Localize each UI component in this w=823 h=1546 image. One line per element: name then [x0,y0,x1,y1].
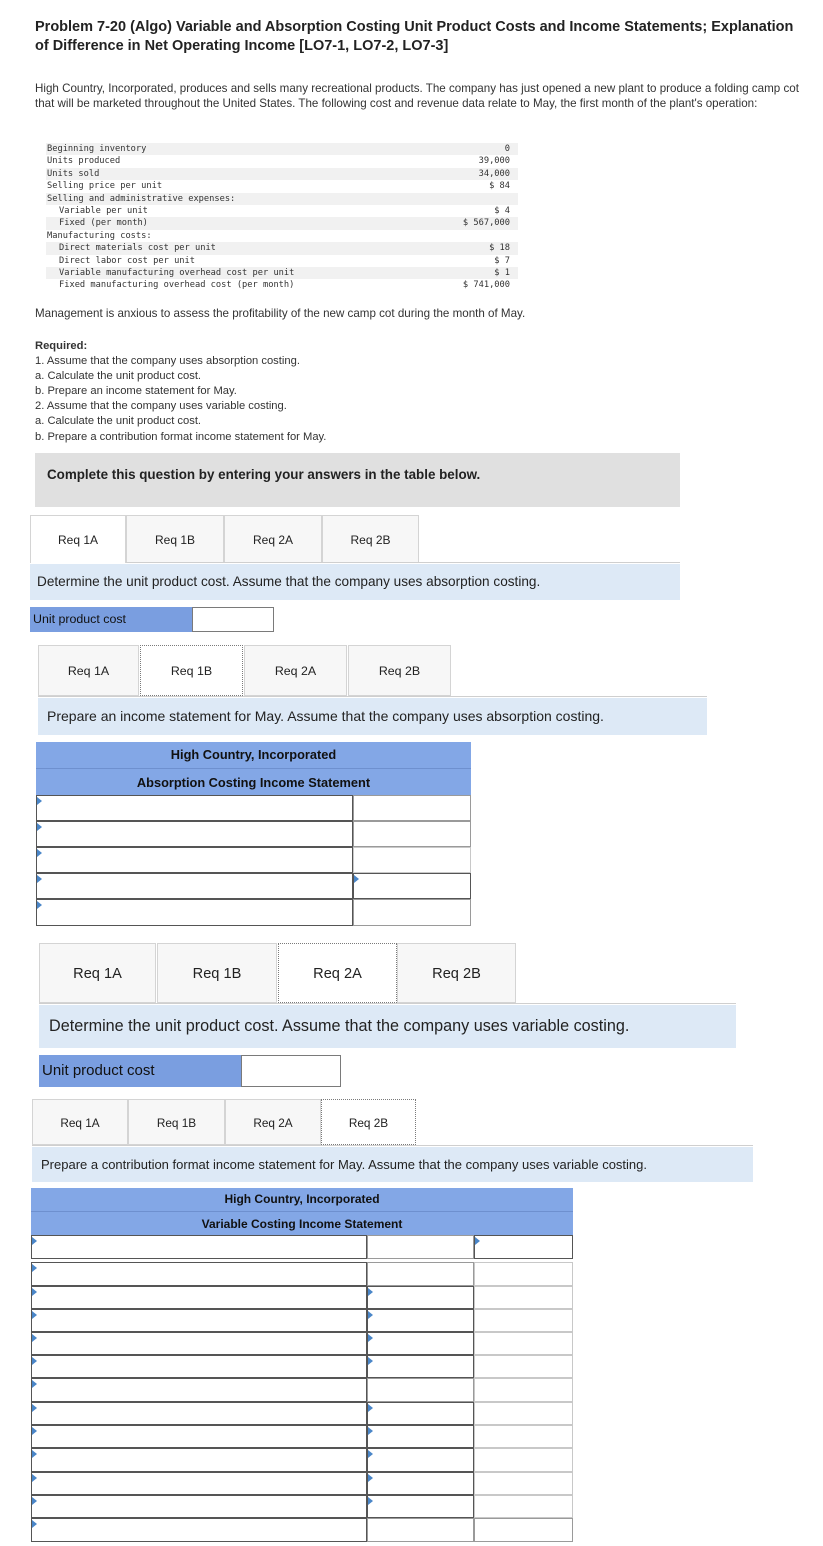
req2b-amount-input[interactable] [367,1448,474,1472]
req2b-total-cell [474,1448,573,1472]
req2b-amount-input[interactable] [367,1235,474,1259]
req2b-total-cell [474,1262,573,1286]
data-row: Beginning inventory 0 [46,143,518,155]
required-item: 2. Assume that the company uses variable costing. [35,400,287,413]
req1b-amount-input[interactable] [353,899,471,926]
tab-req-2a[interactable]: Req 2A [224,515,322,563]
req2b-label-input[interactable] [31,1378,367,1402]
req2b-total-cell [474,1355,573,1378]
tabs-divider [38,696,707,697]
tab-req-1a[interactable]: Req 1A [32,1099,128,1145]
required-item: a. Calculate the unit product cost. [35,415,202,428]
required-item: a. Calculate the unit product cost. [35,370,202,383]
data-row: Manufacturing costs: [47,230,152,241]
required-item: b. Prepare an income statement for May. [35,385,237,398]
req1b-label-input[interactable] [36,795,353,821]
req2b-amount-input[interactable] [367,1518,474,1542]
data-row: Variable manufacturing overhead cost per unit $ 1 [46,267,518,279]
tab-req-2a[interactable]: Req 2A [244,645,347,696]
req2b-label-input[interactable] [31,1235,367,1259]
data-row: Units produced 39,000 [47,156,510,167]
req2b-total-cell [474,1332,573,1355]
tabs-divider [32,1145,753,1146]
req2b-label-input[interactable] [31,1425,367,1448]
tabs-divider [39,1003,736,1004]
tab-req-2b[interactable]: Req 2B [348,645,451,696]
req2b-total-cell [474,1286,573,1309]
req2b-total-input[interactable] [474,1235,573,1259]
req2a-instruction: Determine the unit product cost. Assume that the company uses variable costing. [39,1005,736,1048]
req2b-amount-input[interactable] [367,1309,474,1332]
req1a-instruction: Determine the unit product cost. Assume that the company uses absorption costing. [30,564,680,600]
tabs-divider [126,562,680,563]
req2b-instruction: Prepare a contribution format income statement for May. Assume that the company uses variable costing. [32,1147,753,1182]
req2b-total-cell [474,1402,573,1425]
req2b-total-cell [474,1472,573,1495]
tab-req-1b[interactable]: Req 1B [140,645,243,696]
req2b-statement-title: Variable Costing Income Statement [31,1211,573,1235]
req1b-label-input[interactable] [36,873,353,899]
req2b-label-input[interactable] [31,1518,367,1542]
data-row: Selling and administrative expenses: [46,193,518,205]
req1b-company-name: High Country, Incorporated [36,742,471,768]
req2b-label-input[interactable] [31,1286,367,1309]
data-row: Units sold 34,000 [46,168,518,180]
req1b-instruction: Prepare an income statement for May. Assume that the company uses absorption costing. [38,698,707,735]
req2b-amount-input[interactable] [367,1402,474,1425]
data-row: Selling price per unit $ 84 [47,181,510,192]
req1b-amount-input[interactable] [353,795,471,821]
req2b-company-name: High Country, Incorporated [31,1188,573,1211]
complete-prompt-box [35,453,680,507]
req1b-amount-cell [353,847,471,873]
req2b-total-cell [474,1378,573,1402]
required-heading: Required: [35,340,88,352]
tab-req-1b[interactable]: Req 1B [126,515,224,563]
tab-req-2b[interactable]: Req 2B [397,943,516,1003]
tab-req-2a[interactable]: Req 2A [225,1099,321,1145]
req2b-label-input[interactable] [31,1472,367,1495]
req1b-amount-input[interactable] [353,873,471,899]
required-item: b. Prepare a contribution format income statement for May. [35,430,327,443]
req2b-label-input[interactable] [31,1402,367,1425]
tab-req-2a[interactable]: Req 2A [278,943,397,1003]
req1b-statement-title: Absorption Costing Income Statement [36,768,471,795]
req2b-label-input[interactable] [31,1355,367,1378]
req2b-label-input[interactable] [31,1448,367,1472]
req1b-label-input[interactable] [36,821,353,847]
data-row: Direct materials cost per unit $ 18 [46,242,518,254]
req2b-amount-input[interactable] [367,1378,474,1402]
data-row: Fixed manufacturing overhead cost (per month) $ 741,000 [59,280,510,291]
tab-req-1a[interactable]: Req 1A [38,645,139,696]
cost-data-table [46,143,518,292]
req2a-unit-cost-label: Unit product cost [39,1055,241,1087]
req2b-total-cell [474,1309,573,1332]
req2b-total-cell [474,1425,573,1448]
tab-req-2b[interactable]: Req 2B [321,1099,416,1145]
tab-req-1b[interactable]: Req 1B [157,943,277,1003]
required-item: 1. Assume that the company uses absorption costing. [35,355,300,368]
req1b-label-input[interactable] [36,847,353,873]
req2b-amount-input[interactable] [367,1262,474,1286]
req2b-label-input[interactable] [31,1332,367,1355]
req2b-amount-input[interactable] [367,1286,474,1309]
req2b-amount-input[interactable] [367,1495,474,1518]
tab-req-1a[interactable]: Req 1A [39,943,156,1003]
req1b-label-input[interactable] [36,899,353,926]
req1a-unit-cost-input[interactable] [192,607,274,632]
req2b-total-cell [474,1495,573,1518]
req2b-total-input[interactable] [474,1518,573,1542]
req1a-unit-cost-label: Unit product cost [30,607,192,632]
tab-req-1b[interactable]: Req 1B [128,1099,225,1145]
req2b-label-input[interactable] [31,1262,367,1286]
req2b-amount-input[interactable] [367,1332,474,1355]
management-text: Management is anxious to assess the profitability of the new camp cot during the month of May. [35,307,526,320]
req2a-unit-cost-input[interactable] [241,1055,341,1087]
req2b-label-input[interactable] [31,1309,367,1332]
req2b-label-input[interactable] [31,1495,367,1518]
problem-intro: High Country, Incorporated, produces and sells many recreational products. The company has just opened a new plant to produce a folding camp cot that will be marketed throughout the United States. The following cost and revenue data relate to May, the first month of the plant's operation: [35,82,799,110]
tab-req-2b[interactable]: Req 2B [322,515,419,563]
problem-title: Problem 7-20 (Algo) Variable and Absorption Costing Unit Product Costs and Income Statements; Explanation of Difference in Net Operating Income [LO7-1, LO7-2, LO7-3] [35,19,794,54]
data-row: Variable per unit $ 4 [59,205,510,216]
req2b-amount-input[interactable] [367,1472,474,1495]
required-list [35,339,326,445]
tab-req-1a[interactable]: Req 1A [30,515,126,563]
req1b-amount-input[interactable] [353,821,471,847]
req2b-amount-input[interactable] [367,1425,474,1448]
data-row: Direct labor cost per unit $ 7 [59,255,510,266]
data-row: Fixed (per month) $ 567,000 [46,217,518,229]
complete-prompt: Complete this question by entering your answers in the table below. [47,467,481,482]
req2b-amount-input[interactable] [367,1355,474,1378]
